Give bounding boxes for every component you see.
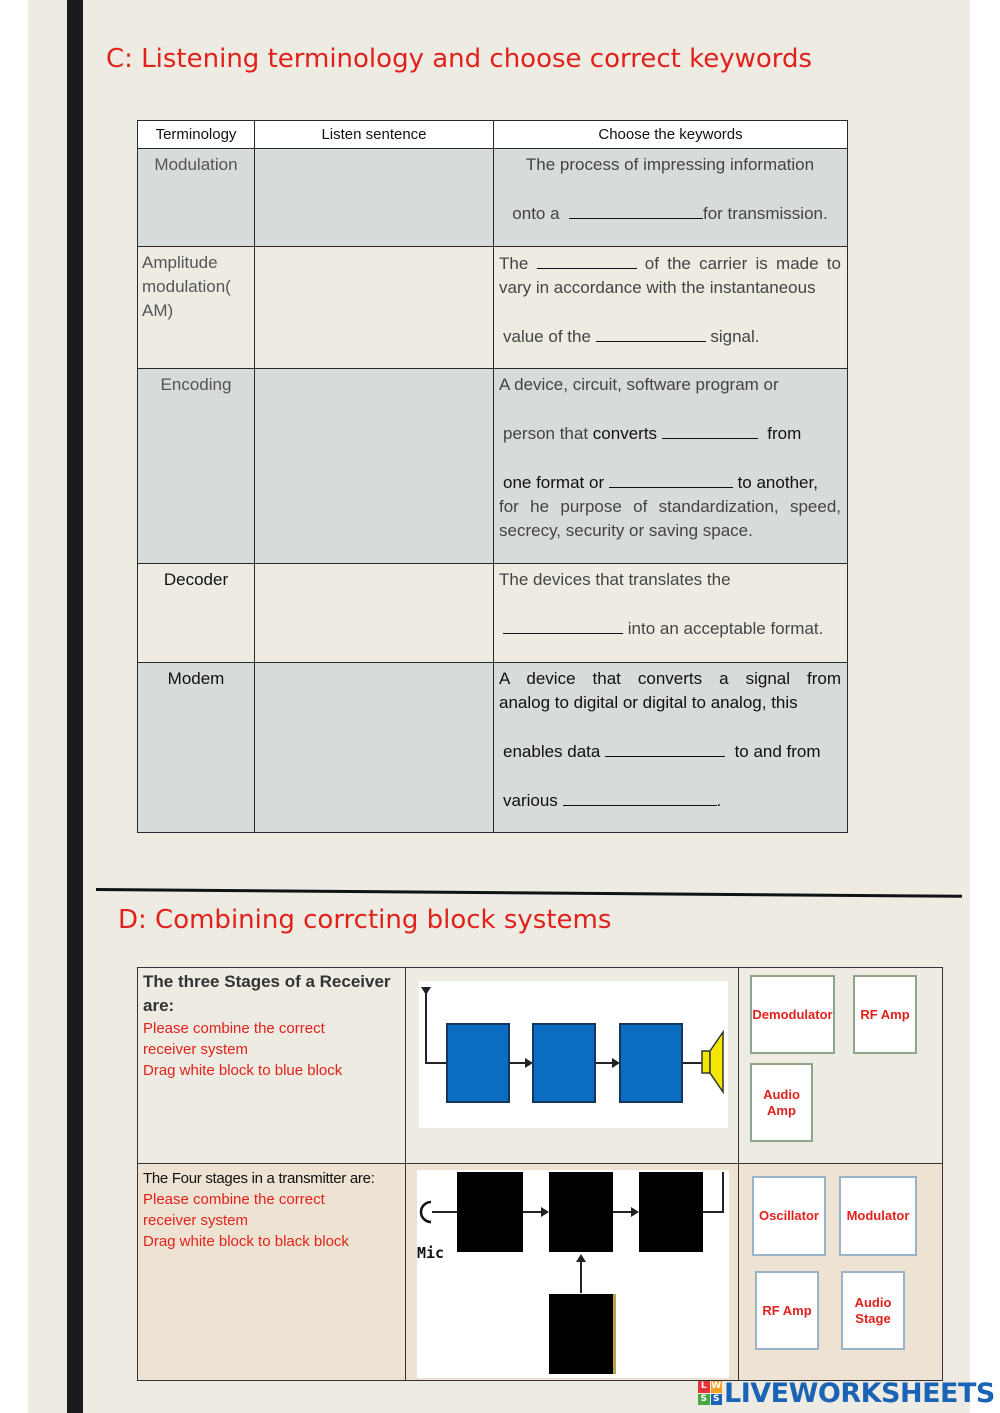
- signal-wire: [703, 1211, 723, 1213]
- keyword-blank-input[interactable]: [596, 324, 706, 342]
- logo-mark-icon: [698, 1381, 722, 1405]
- keyword-text: onto a: [512, 204, 560, 223]
- keyword-text: The process of impressing information: [525, 155, 815, 174]
- keyword-text: vary in accordance with the instantaneous: [499, 278, 816, 297]
- keyword-text: of the carrier is made to: [644, 254, 841, 273]
- antenna-wire: [722, 1172, 724, 1213]
- transmitter-instruction-line: Drag white block to black block: [143, 1233, 349, 1250]
- receiver-title: The three Stages of a Receiver are:: [143, 972, 391, 1015]
- logo-mark-letter: W: [711, 1381, 722, 1391]
- arrow-right-icon: [631, 1207, 639, 1217]
- transmitter-block-diagram: [417, 1170, 729, 1378]
- term-encoding: Encoding: [138, 369, 255, 564]
- column-divider: [405, 968, 406, 1380]
- demodulator-drag-block[interactable]: Demodulator: [750, 975, 835, 1054]
- antenna-arrow-icon: [421, 987, 431, 995]
- audio-stage-drag-block[interactable]: Audio Stage: [841, 1271, 905, 1350]
- microphone-icon: [417, 1200, 433, 1224]
- keyword-text: signal.: [710, 327, 760, 346]
- keyword-blank-input[interactable]: [537, 251, 637, 269]
- signal-wire: [432, 1211, 457, 1213]
- block-systems-table: [137, 967, 943, 1381]
- transmitter-drop-block-1[interactable]: [457, 1172, 523, 1252]
- receiver-drop-block-1[interactable]: [446, 1023, 510, 1103]
- keyword-text: from: [767, 424, 802, 443]
- transmitter-drop-block-2[interactable]: [549, 1172, 613, 1252]
- receiver-instruction-line: Drag white block to blue block: [143, 1062, 343, 1079]
- term-modulation: Modulation: [138, 149, 255, 247]
- section-c-heading: C: Listening terminology and choose correct keywords: [106, 44, 813, 74]
- keyword-blank-input[interactable]: [563, 788, 717, 806]
- column-header-terminology: Terminology: [138, 121, 255, 149]
- transmitter-instruction-line: Please combine the correct: [143, 1191, 325, 1208]
- table-row: [138, 247, 848, 369]
- term-amplitude-modulation: Amplitude modulation( AM): [138, 247, 255, 369]
- keyword-text: for transmission.: [703, 204, 828, 223]
- table-row: [138, 149, 848, 247]
- transmitter-instructions: [143, 1168, 401, 1252]
- listen-sentence-field[interactable]: [255, 247, 494, 369]
- listen-sentence-field[interactable]: [255, 149, 494, 247]
- keyword-text: secrecy, security or saving space.: [499, 521, 753, 540]
- logo-mark-letter: S: [711, 1394, 723, 1406]
- listen-sentence-field[interactable]: [255, 564, 494, 663]
- listen-sentence-field[interactable]: [255, 663, 494, 833]
- keyword-text: value of the: [503, 327, 591, 346]
- column-header-keywords: Choose the keywords: [494, 121, 848, 149]
- keyword-text: A device that converts a signal from: [499, 669, 841, 688]
- modulator-drag-block[interactable]: Modulator: [839, 1176, 917, 1256]
- rf-amp-drag-block[interactable]: RF Amp: [755, 1271, 819, 1350]
- arrow-right-icon: [541, 1207, 549, 1217]
- keyword-blank-input[interactable]: [569, 201, 703, 219]
- keywords-cell: [494, 247, 848, 369]
- table-row: [138, 369, 848, 564]
- keyword-text: to another,: [737, 473, 818, 492]
- transmitter-instruction-line: receiver system: [143, 1212, 249, 1229]
- keyword-text: various: [503, 791, 558, 810]
- keyword-blank-input[interactable]: [605, 739, 725, 757]
- logo-mark-letter: L: [698, 1381, 710, 1393]
- rf-amp-drag-block[interactable]: RF Amp: [853, 975, 917, 1054]
- keyword-blank-input[interactable]: [609, 470, 733, 488]
- term-modem: Modem: [138, 663, 255, 833]
- row-divider: [138, 1163, 942, 1164]
- keyword-text: converts: [592, 424, 658, 443]
- keyword-text: into an acceptable format.: [627, 619, 824, 638]
- section-d-heading: D: Combining corrcting block systems: [118, 905, 612, 935]
- keyword-text: to and from: [734, 742, 821, 761]
- signal-wire: [425, 1062, 447, 1064]
- antenna-wire: [425, 989, 427, 1063]
- receiver-instruction-line: receiver system: [143, 1041, 249, 1058]
- signal-wire: [683, 1062, 703, 1064]
- liveworksheets-logo[interactable]: [698, 1378, 995, 1408]
- speaker-icon: [701, 1029, 725, 1095]
- receiver-block-diagram: [419, 981, 728, 1128]
- table-row: [138, 564, 848, 663]
- keyword-text: The: [499, 254, 529, 273]
- terminology-table: [137, 120, 848, 833]
- term-decoder: Decoder: [138, 564, 255, 663]
- keywords-cell: [494, 369, 848, 564]
- signal-wire: [580, 1260, 582, 1293]
- keyword-blank-input[interactable]: [503, 616, 623, 634]
- keyword-text: .: [716, 791, 722, 810]
- logo-mark-letter: S: [698, 1394, 710, 1406]
- keyword-text: person that: [503, 424, 589, 443]
- transmitter-title: The Four stages in a transmitter are:: [143, 1170, 375, 1187]
- transmitter-drop-block-4[interactable]: [549, 1294, 616, 1374]
- arrow-up-icon: [576, 1254, 586, 1262]
- keyword-text: enables data: [503, 742, 601, 761]
- receiver-instructions: [143, 970, 401, 1081]
- keyword-text: analog to digital or digital to analog, this: [499, 693, 798, 712]
- keyword-text: one format or: [503, 473, 605, 492]
- audio-amp-drag-block[interactable]: Audio Amp: [750, 1063, 813, 1142]
- mic-label: Mic: [417, 1244, 445, 1262]
- keywords-cell: [494, 663, 848, 833]
- logo-text: LIVEWORKSHEETS: [724, 1377, 995, 1409]
- table-row: [138, 663, 848, 833]
- column-header-listen-sentence: Listen sentence: [255, 121, 494, 149]
- transmitter-drop-block-3[interactable]: [639, 1172, 703, 1252]
- listen-sentence-field[interactable]: [255, 369, 494, 564]
- column-divider: [738, 968, 739, 1380]
- keywords-cell: [494, 564, 848, 663]
- keyword-text: The devices that translates the: [499, 570, 731, 589]
- keyword-text: A device, circuit, software program or: [499, 375, 779, 394]
- keyword-text: for he purpose of standardization, speed,: [499, 497, 841, 516]
- keyword-blank-input[interactable]: [662, 421, 758, 439]
- keywords-cell: [494, 149, 848, 247]
- receiver-drop-block-3[interactable]: [619, 1023, 683, 1103]
- receiver-drop-block-2[interactable]: [532, 1023, 596, 1103]
- receiver-instruction-line: Please combine the correct: [143, 1020, 325, 1037]
- oscillator-drag-block[interactable]: Oscillator: [752, 1176, 826, 1256]
- binding-spine: [67, 0, 83, 1413]
